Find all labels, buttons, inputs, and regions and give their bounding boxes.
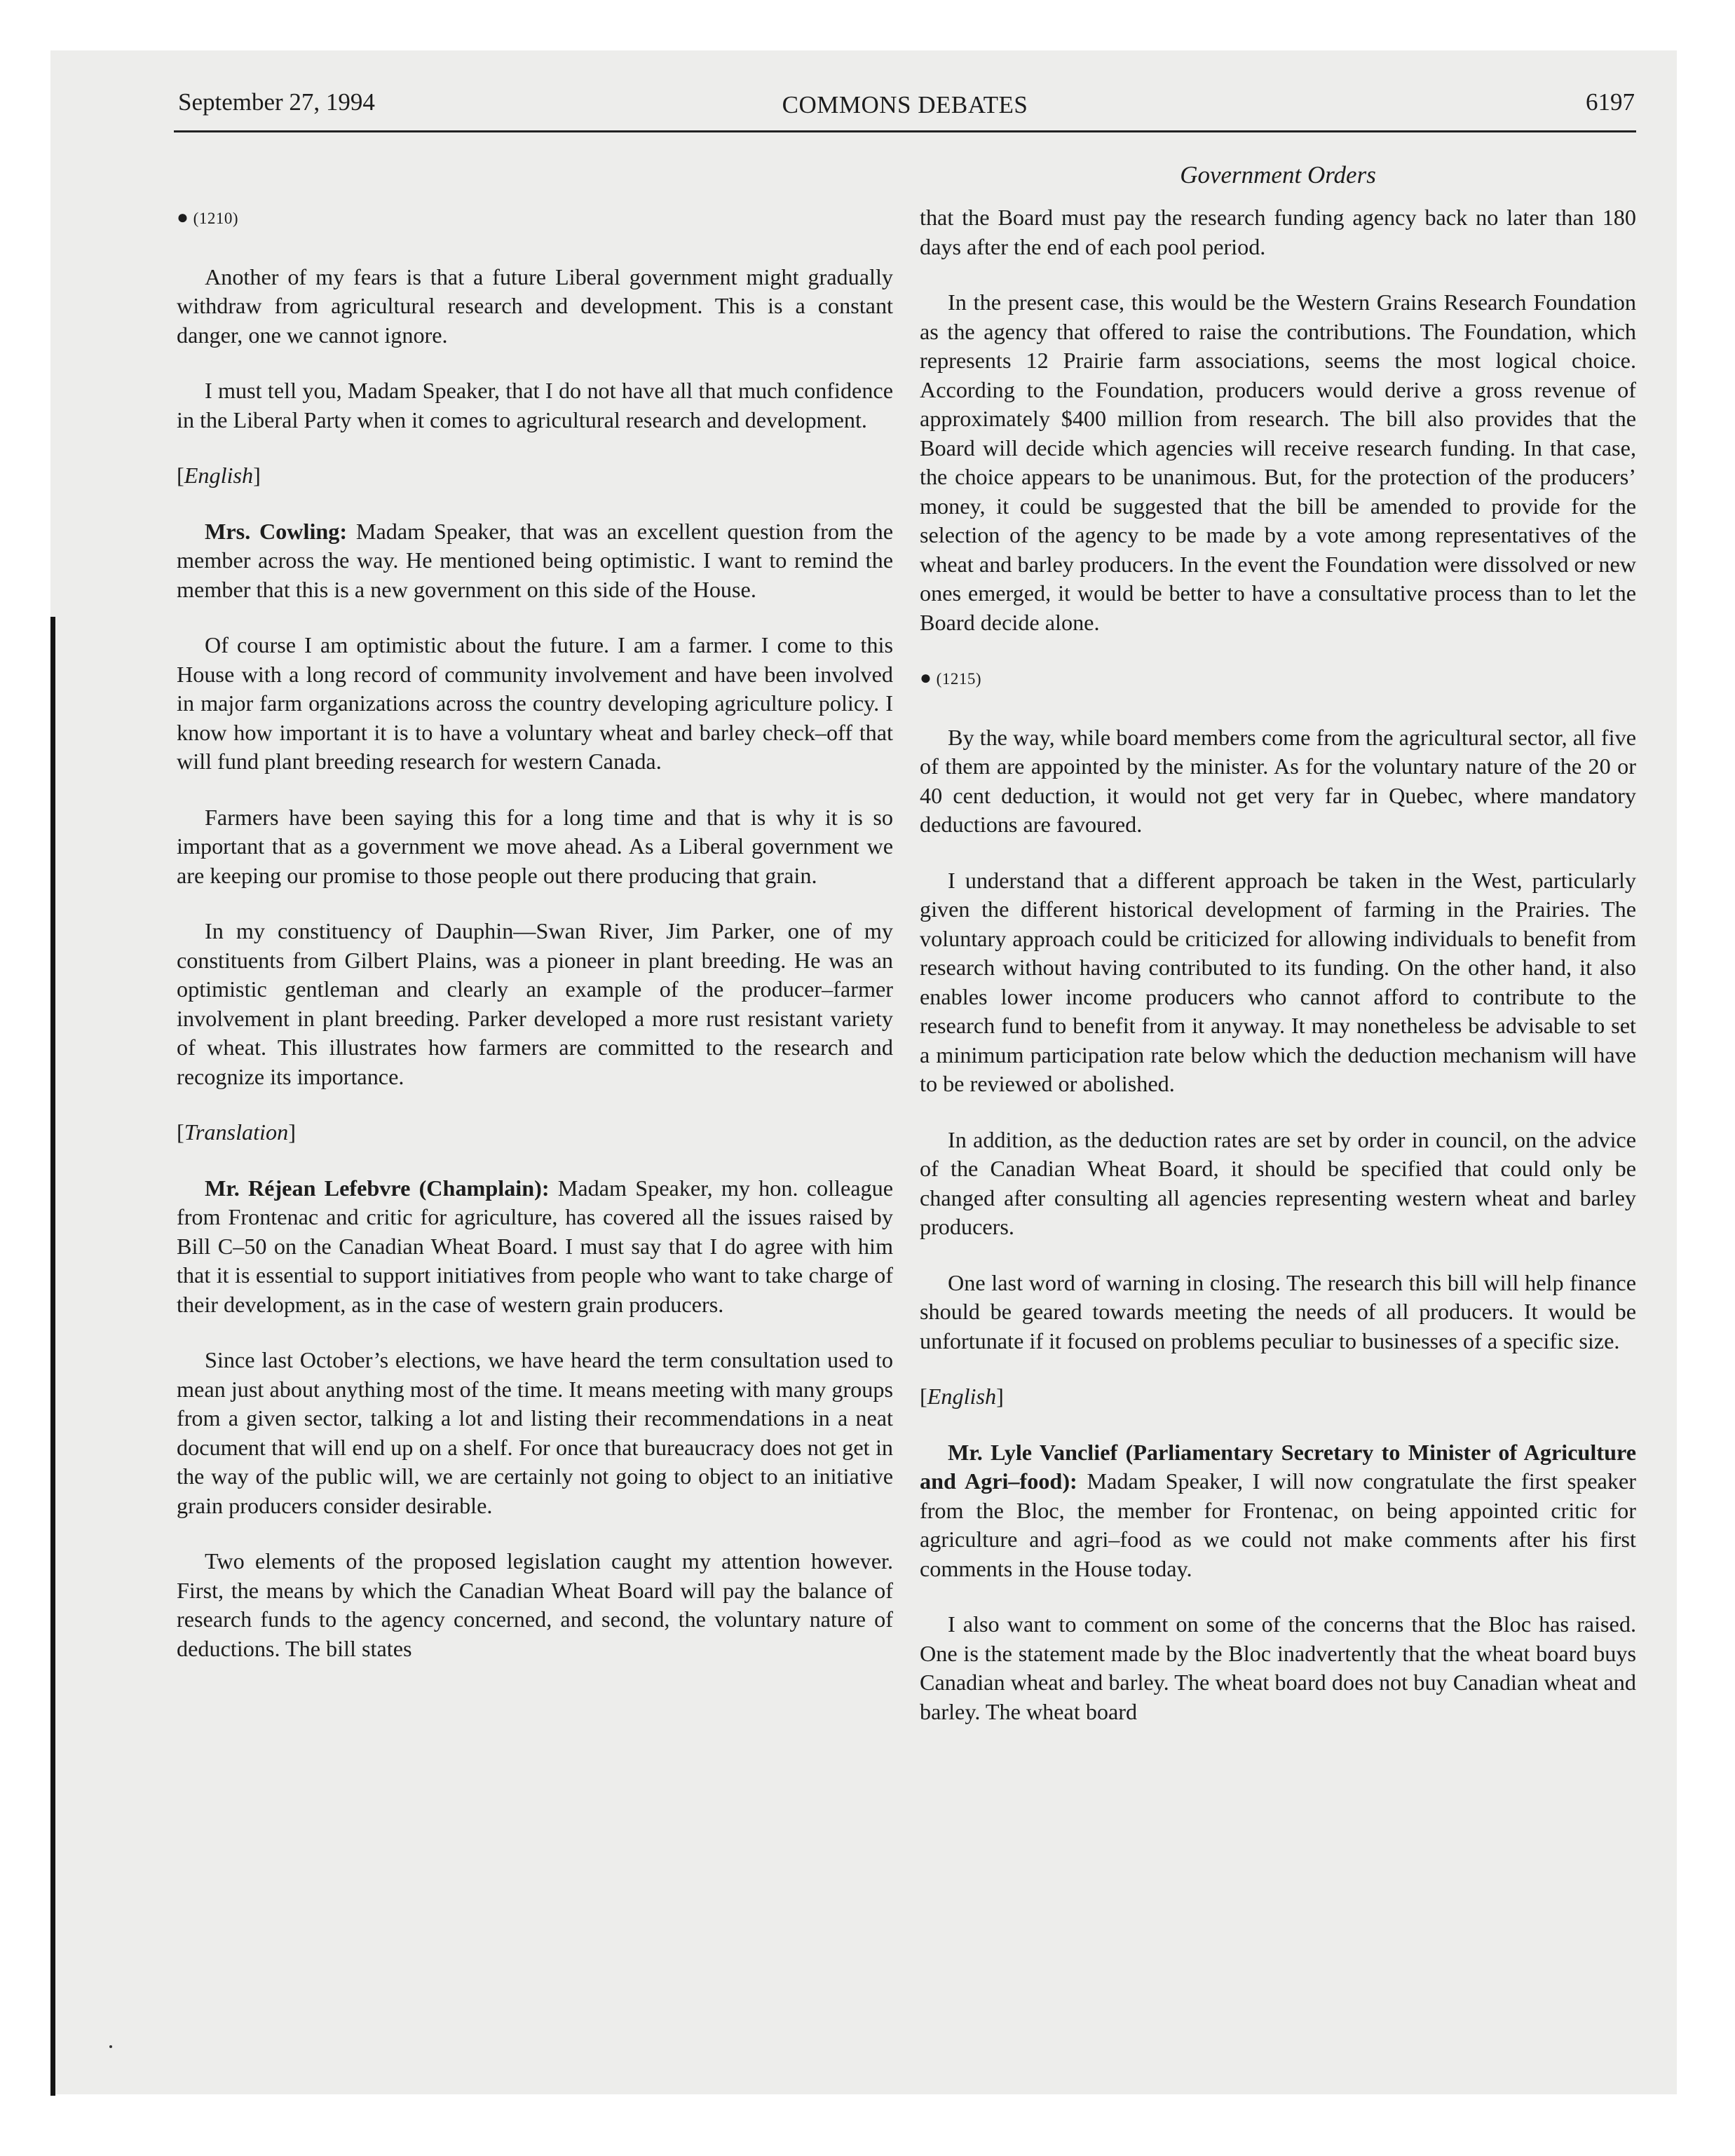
paragraph: In addition, as the deduction rates are set by order in council, on the advice of the Canadian Wheat Board, it should be specified that could only be changed after consulting all agencies representing western wheat and barley producers.	[920, 1126, 1636, 1239]
left-column	[177, 203, 893, 1690]
header-date: September 27, 1994	[178, 88, 375, 116]
speech-text: Madam Speaker, I will now congratulate the first speaker from the Bloc, the member for Frontenac, on being appointed critic for agriculture and agri–food as we could not make comments after his first comments in the House today.	[920, 1468, 1636, 1581]
scan-speck	[109, 2045, 112, 2048]
paragraph: In the present case, this would be the Western Grains Research Foundation as the agency that offered to raise the contributions. The Foundation, which represents 12 Prairie farm associations, seems the most logical choice. According to the Foundation, producers would derive a gross revenue of approximately $400 million from research. The bill also provides that the Board will decide which agencies will receive research funding. In that case, the choice appears to be unanimous. But, for the protection of the producers’ money, it could be suggested that the bill be amended to provide for the selection of the agency to be made by a vote among representatives of the wheat and barley producers. In the event the Foundation were dissolved or new ones emerged, it would be better to have a consultative process than to let the Board decide alone.	[920, 289, 1636, 635]
speaker-name: Mrs. Cowling:	[205, 518, 348, 544]
timestamp-text: (1215)	[936, 670, 981, 688]
speech-lefebvre	[177, 1174, 893, 1320]
timestamp-1210	[177, 203, 893, 233]
scan-edge-shadow	[50, 617, 55, 2096]
timestamp-text: (1210)	[193, 210, 238, 227]
paragraph: Farmers have been saying this for a long time and that is why it is so important that as a government we move ahead. As a Liberal government we are keeping our promise to those people out there producing that grain.	[177, 804, 893, 888]
language-marker: [Translation]	[177, 1119, 296, 1145]
right-column	[920, 203, 1636, 1753]
section-label: Government Orders	[1180, 161, 1376, 189]
speech-text: Madam Speaker, my hon. colleague from Frontenac and critic for agriculture, has covered all the issues raised by Bill C–50 on the Canadian Wheat Board. I must say that I do agree with him that it is essential to support initiatives from people who want to take charge of their development, as in the case of western grain producers.	[177, 1175, 894, 1317]
paragraph: I also want to comment on some of the concerns that the Bloc has raised. One is the statement made by the Bloc inadvertently that the wheat board buys Canadian wheat and barley. The wheat board does not buy Canadian wheat and barley. The wheat board	[920, 1611, 1636, 1724]
speaker-name: Mr. Lyle Vanclief (Parliamentary Secretary to Minister of Agriculture and Agri–food):	[920, 1439, 1636, 1494]
paragraph: In my constituency of Dauphin—Swan River, Jim Parker, one of my constituents from Gilbert Plains, was a pioneer in plant breeding. He was an optimistic gentleman and clearly an example of the producer–farmer involvement in plant breeding. Parker developed a more rust resistant variety of wheat. This illustrates how farmers are committed to the research and recognize its importance.	[177, 918, 893, 1089]
paragraph: By the way, while board members come from the agricultural sector, all five of them are appointed by the minister. As for the voluntary nature of the 20 or 40 cent deduction, it would not get very far in Quebec, where mandatory deductions are favoured.	[920, 724, 1636, 837]
header-publication: COMMONS DEBATES	[782, 91, 1028, 118]
paragraph: I must tell you, Madam Speaker, that I do not have all that much confidence in the Liberal Party when it comes to agricultural research and development.	[177, 378, 893, 432]
speaker-name: Mr. Réjean Lefebvre (Champlain):	[205, 1175, 550, 1201]
language-marker-text: English	[184, 463, 254, 488]
paragraph: One last word of warning in closing. The research this bill will help finance should be geared towards meeting the needs of all producers. It would be unfortunate if it focused on problems peculiar to businesses of a specific size.	[920, 1269, 1636, 1353]
page-number: 6197	[1586, 88, 1635, 116]
language-marker-text: Translation	[184, 1119, 289, 1145]
language-marker: [English]	[177, 463, 261, 488]
bullet-icon: ●	[920, 667, 932, 689]
speech-text: Madam Speaker, that was an excellent question from the member across the way. He mentioned being optimistic. I want to remind the member that this is a new government on this side of the House.	[177, 518, 894, 602]
speech-cowling	[177, 517, 893, 605]
paragraph: that the Board must pay the research funding agency back no later than 180 days after the end of each pool period.	[920, 205, 1636, 259]
language-marker: [English]	[920, 1384, 1004, 1409]
paragraph: I understand that a different approach be taken in the West, particularly given the different historical development of farming in the Prairies. The voluntary approach could be criticized for allowing individuals to benefit from research without having contributed to its funding. On the other hand, it also enables lower income producers who cannot afford to contribute to the research fund to benefit from it anyway. It may nonetheless be advisable to set a minimum participation rate below which the deduction mechanism will have to be reviewed or abolished.	[920, 867, 1636, 1096]
speech-vanclief	[920, 1438, 1636, 1584]
timestamp-1215	[920, 664, 1636, 694]
paragraph: Two elements of the proposed legislation caught my attention however. First, the means by which the Canadian Wheat Board will pay the balance of research funds to the agency concerned, and second, the voluntary nature of deductions. The bill states	[177, 1548, 893, 1661]
paragraph: Of course I am optimistic about the future. I am a farmer. I come to this House with a long record of community involvement and have been involved in major farm organizations across the country developing agriculture policy. I know how important it is to have a voluntary wheat and barley check–off that will fund plant breeding research for western Canada.	[177, 632, 893, 774]
running-header	[174, 87, 1636, 132]
paragraph: Since last October’s elections, we have heard the term consultation used to mean just about anything most of the time. It means meeting with many groups from a given sector, talking a lot and listing their recommendations in a neat document that will end up on a shelf. For once that bureaucracy does not get in the way of the public will, we are certainly not going to object to an initiative grain producers consider desirable.	[177, 1347, 893, 1518]
paragraph: Another of my fears is that a future Liberal government might gradually withdraw from agricultural research and development. This is a constant danger, one we cannot ignore.	[177, 264, 893, 348]
language-marker-text: English	[927, 1384, 997, 1409]
bullet-icon: ●	[177, 207, 189, 228]
